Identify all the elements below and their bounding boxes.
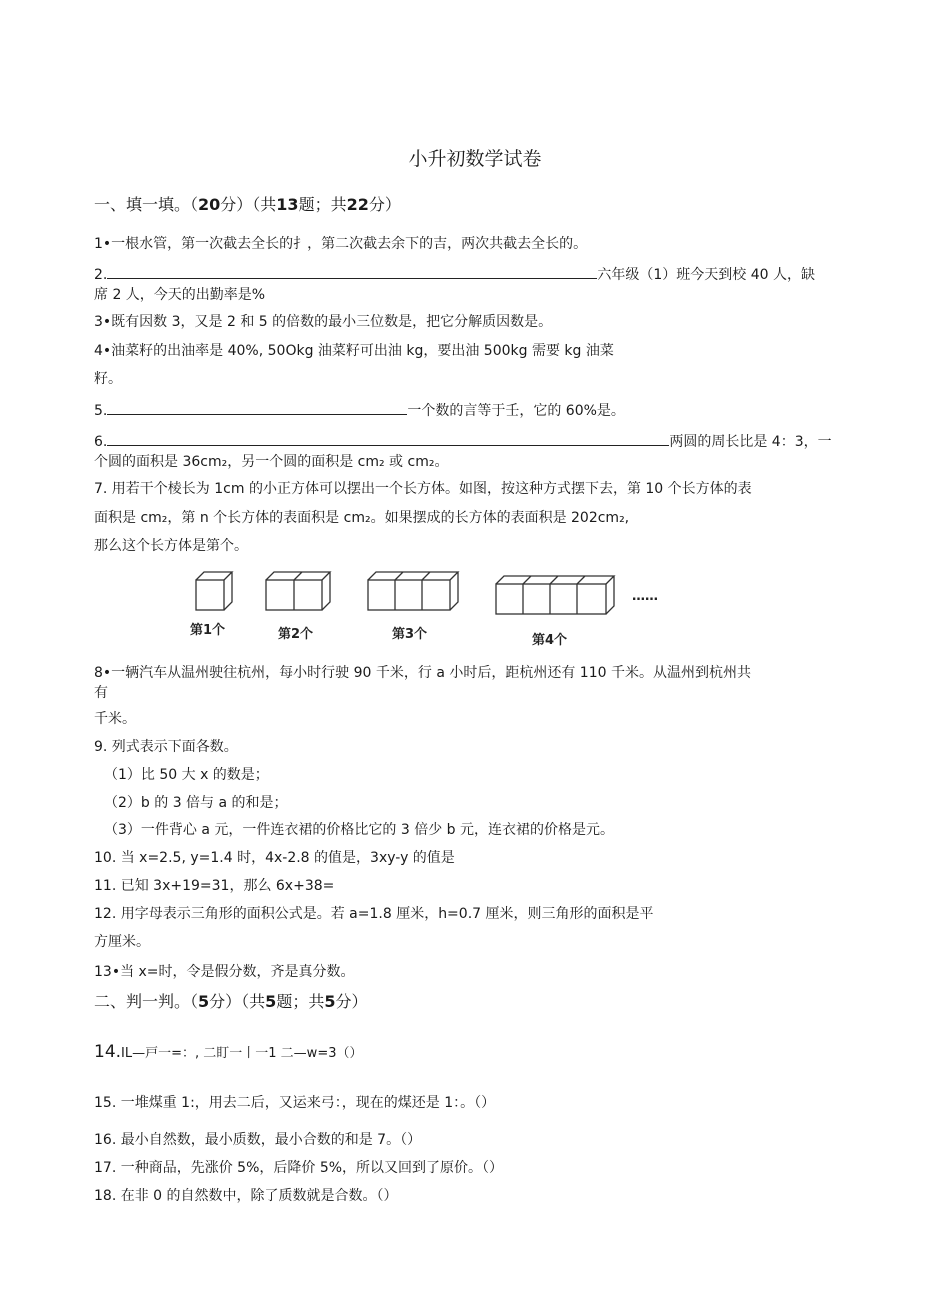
question-10: 10. 当 x=2.5, y=1.4 时，4x-2.8 的值是，3xy-y 的值是 [94,850,455,866]
cuboid-3-front [368,580,450,610]
question-12-line-2: 方厘米。 [94,934,150,950]
question-2-text: 六年级（1）班今天到校 40 人，缺 [597,267,815,283]
question-5 [94,400,625,420]
question-9-part-3: （3）一件背心 a 元，一件连衣裙的价格比它的 3 倍少 b 元，连衣裙的价格是元。 [104,822,614,838]
question-2-line-1 [94,264,815,284]
cuboid-2-edges [266,572,330,610]
question-12-line-1: 12. 用字母表示三角形的面积公式是。若 a=1.8 厘米，h=0.7 厘米，则三角形的面积是平 [94,906,654,922]
cube-front [196,580,224,610]
section-2-total: 5 [324,992,336,1011]
question-6-line-2: 个圆的面积是 36cm₂，另一个圆的面积是 cm₂ 或 cm₂。 [94,454,449,470]
question-9: 9. 列式表示下面各数。 [94,739,238,755]
question-2-line-2: 席 2 人，今天的出勤率是% [94,287,266,303]
answer-blank [107,400,407,415]
page-title: 小升初数学试卷 [408,148,542,170]
question-14-number: 14. [94,1042,122,1062]
section-1-head-a: 一、填一填。（ [94,195,199,214]
question-5-number: 5. [94,403,108,419]
answer-blank [107,431,669,446]
question-2-number: 2. [94,267,108,283]
section-2-heading [94,992,367,1012]
question-6-line-1 [94,431,832,451]
section-2-head-a: 二、判一判。（ [94,992,199,1011]
section-2-head-c: 题；共 [276,992,325,1011]
section-1-points: 20 [198,195,221,214]
question-8-line-1: 8•一辆汽车从温州驶往杭州，每小时行驶 90 千米，行 a 小时后，距杭州还有 110 千米。从温州到杭州共 [94,665,751,681]
question-8-line-2: 有 [94,685,108,701]
question-9-part-2: （2）b 的 3 倍与 a 的和是； [104,795,288,811]
question-18: 18. 在非 0 的自然数中，除了质数就是合数。（） [94,1188,398,1204]
cuboid-3-edges [368,572,458,610]
question-7-line-3: 那么这个长方体是第个。 [94,538,248,554]
cuboid-figure [180,568,700,650]
section-1-total: 22 [346,195,369,214]
section-1-head-c: 题；共 [298,195,347,214]
question-17: 17. 一种商品，先涨价 5%，后降价 5%，所以又回到了原价。（） [94,1160,504,1176]
question-8-line-3: 千米。 [94,711,136,727]
question-7-line-1: 7. 用若干个棱长为 1cm 的小正方体可以摆出一个长方体。如图，按这种方式摆下去，第 10 个长方体的表 [94,481,752,497]
question-3: 3•既有因数 3，又是 2 和 5 的倍数的最小三位数是，把它分解质因数是。 [94,314,553,330]
question-13: 13•当 x=时，令是假分数，齐是真分数。 [94,964,355,980]
figure-ellipsis: …… [632,589,658,604]
section-1-head-b: 分）（共 [220,195,277,214]
section-2-head-d: 分） [335,992,368,1011]
question-4-line-1: 4•油菜籽的出油率是 40%, 50Okg 油菜籽可出油 kg，要出油 500kg 需要 kg 油菜 [94,343,614,359]
section-2-count: 5 [265,992,277,1011]
question-14-text: IL—戸一=：, 二盯一丨一1 二—w=3（） [121,1046,363,1061]
question-7-line-2: 面积是 cm₂，第 n 个长方体的表面积是 cm₂。如果摆成的长方体的表面积是 202cm₂, [94,510,630,526]
section-2-points: 5 [198,992,210,1011]
question-4-line-2: 籽。 [94,371,122,387]
figure-caption-2: 第2个 [278,627,314,642]
question-15: 15. 一堆煤重 1:，用去二后，又运来弓：，现在的煤还是 1：。（） [94,1095,496,1111]
figure-caption-1: 第1个 [190,623,226,638]
question-9-part-1: （1）比 50 大 x 的数是； [104,767,269,783]
section-2-head-b: 分）（共 [209,992,266,1011]
figure-caption-4: 第4个 [532,633,568,648]
question-6-text: 两圆的周长比是 4：3，一 [669,434,832,450]
section-1-count: 13 [276,195,299,214]
question-16: 16. 最小自然数，最小质数，最小合数的和是 7。（） [94,1132,422,1148]
section-1-head-d: 分） [368,195,401,214]
cuboid-4-front [496,584,606,614]
question-14 [94,1043,362,1063]
answer-blank [107,264,597,279]
section-1-heading [94,195,401,215]
question-1: 1•一根水管，第一次截去全长的扌，第二次截去余下的吉，两次共截去全长的。 [94,236,588,252]
cuboid-4-edges [496,576,614,614]
cube-edges [196,572,232,610]
question-6-number: 6. [94,434,108,450]
question-11: 11. 已知 3x+19=31，那么 6x+38= [94,878,335,894]
figure-caption-3: 第3个 [392,627,428,642]
cuboid-figure-svg [180,568,700,650]
question-5-text: 一个数的言等于壬，它的 60%是。 [407,403,625,419]
